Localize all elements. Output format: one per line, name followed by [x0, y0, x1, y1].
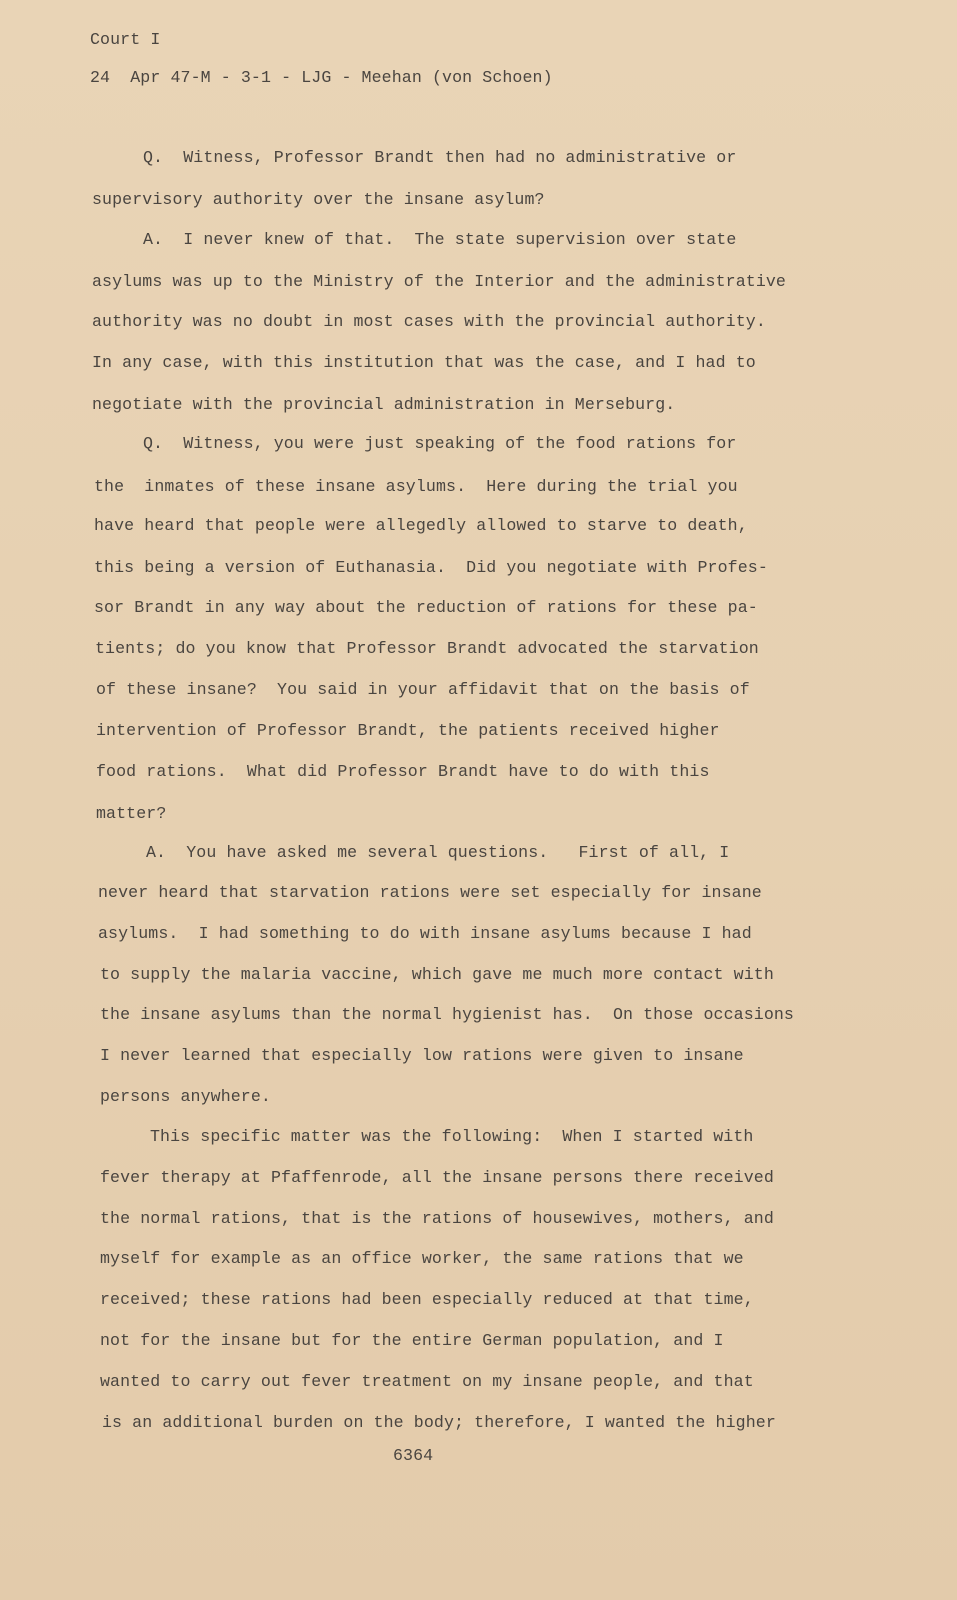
transcript-line: fever therapy at Pfaffenrode, all the insane persons there received: [100, 1168, 774, 1187]
transcript-line: negotiate with the provincial administration in Merseburg.: [92, 395, 676, 414]
transcript-line: the inmates of these insane asylums. Here during the trial you: [94, 477, 738, 496]
transcript-line: asylums. I had something to do with insane asylums because I had: [98, 924, 752, 943]
court-label: Court I: [90, 30, 161, 49]
transcript-line: A. You have asked me several questions. First of all, I: [146, 843, 730, 862]
transcript-line: A. I never knew of that. The state supervision over state: [143, 230, 737, 249]
transcript-line: food rations. What did Professor Brandt have to do with this: [96, 762, 710, 781]
transcript-line: myself for example as an office worker, the same rations that we: [100, 1249, 744, 1268]
transcript-line: the insane asylums than the normal hygienist has. On those occasions: [100, 1005, 794, 1024]
transcript-line: Q. Witness, Professor Brandt then had no administrative or: [143, 148, 737, 167]
transcript-line: matter?: [96, 804, 167, 823]
session-line: 24 Apr 47-M - 3-1 - LJG - Meehan (von Schoen): [90, 68, 553, 87]
transcript-line: persons anywhere.: [100, 1087, 271, 1106]
transcript-line: is an additional burden on the body; therefore, I wanted the higher: [102, 1413, 776, 1432]
transcript-line: In any case, with this institution that was the case, and I had to: [92, 353, 756, 372]
transcript-line: authority was no doubt in most cases with the provincial authority.: [92, 312, 766, 331]
transcript-line: sor Brandt in any way about the reduction of rations for these pa-: [94, 598, 758, 617]
transcript-line: have heard that people were allegedly allowed to starve to death,: [94, 516, 748, 535]
transcript-line: asylums was up to the Ministry of the Interior and the administrative: [92, 272, 786, 291]
transcript-line: not for the insane but for the entire German population, and I: [100, 1331, 724, 1350]
transcript-line: of these insane? You said in your affidavit that on the basis of: [96, 680, 750, 699]
transcript-line: supervisory authority over the insane asylum?: [92, 190, 545, 209]
transcript-line: wanted to carry out fever treatment on my insane people, and that: [100, 1372, 754, 1391]
page-number: 6364: [393, 1446, 434, 1465]
transcript-line: to supply the malaria vaccine, which gave me much more contact with: [100, 965, 774, 984]
transcript-line: this being a version of Euthanasia. Did you negotiate with Profes-: [94, 558, 768, 577]
transcript-line: This specific matter was the following: When I started with: [150, 1127, 754, 1146]
transcript-line: Q. Witness, you were just speaking of the food rations for: [143, 434, 737, 453]
transcript-line: the normal rations, that is the rations of housewives, mothers, and: [100, 1209, 774, 1228]
transcript-line: I never learned that especially low rations were given to insane: [100, 1046, 744, 1065]
transcript-line: never heard that starvation rations were set especially for insane: [98, 883, 762, 902]
transcript-line: received; these rations had been especially reduced at that time,: [100, 1290, 754, 1309]
transcript-line: intervention of Professor Brandt, the patients received higher: [96, 721, 720, 740]
transcript-line: tients; do you know that Professor Brandt advocated the starvation: [95, 639, 759, 658]
